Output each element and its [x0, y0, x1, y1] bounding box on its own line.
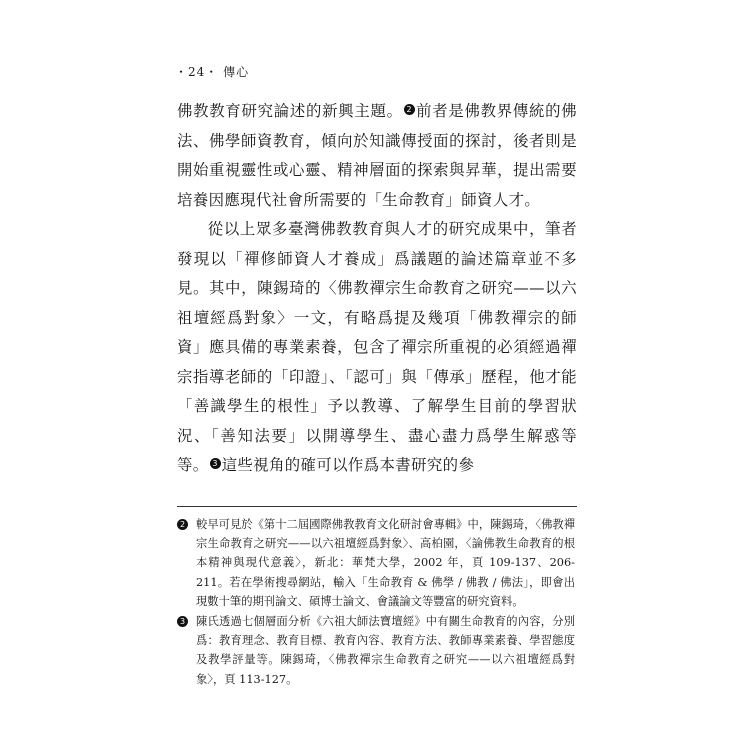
running-header: ・24・ 傳心	[175, 65, 250, 79]
footnote-text-2: 較早可見於《第十二屆國際佛教教育文化研討會專輯》中，陳錫琦，〈佛教禪宗生命教育之研究——以六祖壇經爲對象〉、高柏園，〈論佛教生命教育的根本精神與現代意義〉，新北：華梵大學，2002 年，頁 109-137、206-211。若在學術搜尋網站，輸入「生命教育 & 佛學 / 佛教 / 佛法」，即會出現數十筆的期刊論文、碩博士論文、會議論文等豐富的研究資料。	[196, 518, 575, 608]
footnote-3	[177, 612, 575, 689]
paragraph-1-text: 佛教教育研究論述的新興主題。	[177, 102, 403, 120]
paragraph-1	[177, 97, 577, 215]
paragraph-2-text-cont: 這些視角的確可以作爲本書研究的參	[221, 456, 475, 474]
footnote-text-3: 陳氏透過七個層面分析《六祖大師法寶壇經》中有關生命教育的內容，分別爲：教育理念、教育目標、教育內容、教育方法、教師專業素養、學習態度及教學評量等。陳錫琦，〈佛教禪宗生命教育之研究——以六祖壇經爲對象〉，頁 113-127。	[196, 615, 575, 686]
paragraph-2	[177, 215, 577, 481]
paragraph-1-text-cont: 前者是佛教界傳統的佛法、佛學師資教育，傾向於知識傳授面的探討，後者則是開始重視靈性或心靈、精神層面的探索與昇華，提出需要培養因應現代社會所需要的「生命教育」師資人才。	[177, 102, 577, 209]
footnote-marker-3: 3	[177, 616, 188, 627]
main-text	[177, 97, 577, 481]
footnote-2	[177, 515, 575, 611]
footnote-marker-2: 2	[177, 519, 188, 530]
footnotes	[177, 515, 575, 690]
footnote-ref-3[interactable]: 3	[210, 458, 221, 469]
footnote-ref-2[interactable]: 2	[404, 104, 415, 115]
footnote-divider	[177, 506, 577, 507]
paragraph-2-text: 從以上眾多臺灣佛教教育與人才的研究成果中，筆者發現以「禪修師資人才養成」爲議題的論述篇章並不多見。其中，陳錫琦的〈佛教禪宗生命教育之研究——以六祖壇經爲對象〉一文，有略爲提及幾項「佛教禪宗的師資」應具備的專業素養，包含了禪宗所重視的必須經過禪宗指導老師的「印證」、「認可」與「傳承」歷程，他才能「善識學生的根性」予以教導、了解學生目前的學習狀況、「善知法要」以開導學生、盡心盡力爲學生解惑等等。	[177, 220, 577, 474]
